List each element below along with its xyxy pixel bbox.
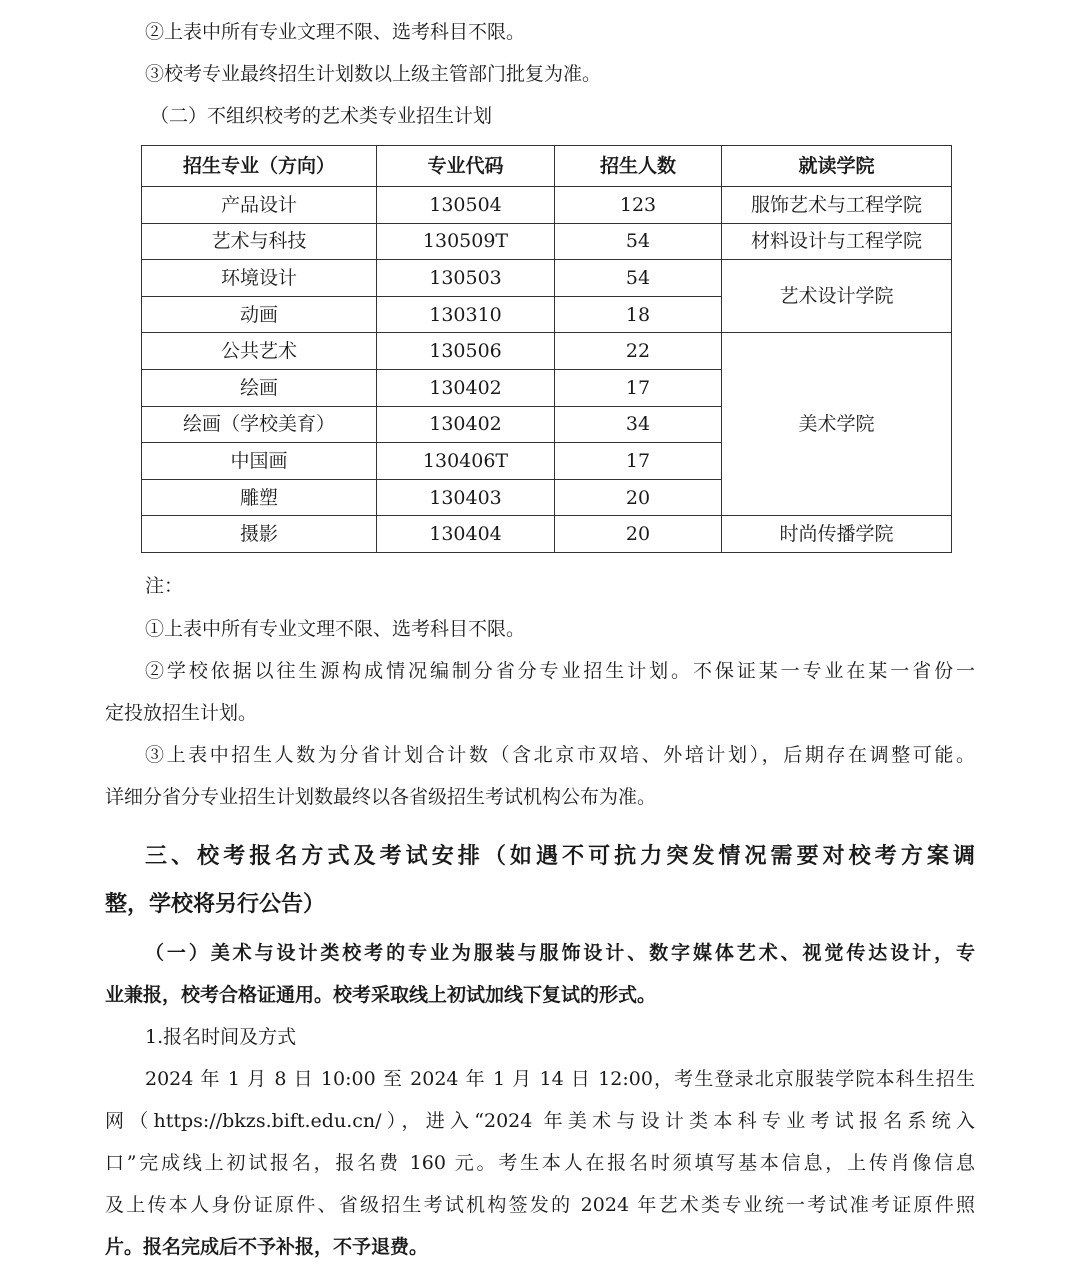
cell-count: 54	[555, 223, 722, 260]
cell-count: 17	[555, 443, 722, 480]
paragraph-line-1: 2024 年 1 月 8 日 10:00 至 2024 年 1 月 14 日 12:00，考生登录北京服装学院本科生招生	[145, 1068, 975, 1090]
section-two-title: （二）不组织校考的艺术类专业招生计划	[150, 105, 493, 127]
notes-label: 注：	[145, 575, 184, 597]
cell-code: 130506	[377, 333, 555, 370]
table-header-row	[142, 146, 952, 187]
header-code: 专业代码	[377, 146, 555, 187]
note-2-line-2: 定投放招生计划。	[105, 702, 258, 724]
subsection-one-line-2: 业兼报，校考合格证通用。校考采取线上初试加线下复试的形式。	[105, 984, 657, 1006]
table-row	[142, 516, 952, 553]
cell-college: 时尚传播学院	[722, 516, 952, 553]
table-row	[142, 187, 952, 224]
cell-code: 130310	[377, 296, 555, 333]
header-college: 就读学院	[722, 146, 952, 187]
note-3-line-1: ③上表中招生人数为分省计划合计数（含北京市双培、外培计划），后期存在调整可能。	[145, 744, 975, 766]
note-line-3: ③校考专业最终招生计划数以上级主管部门批复为准。	[145, 63, 602, 85]
table-row	[142, 333, 952, 370]
cell-major: 中国画	[142, 443, 377, 480]
enrollment-plan-table	[141, 145, 952, 553]
header-major: 招生专业（方向）	[142, 146, 377, 187]
cell-major: 摄影	[142, 516, 377, 553]
cell-count: 20	[555, 479, 722, 516]
section-three-title-line-1: 三、校考报名方式及考试安排（如遇不可抗力突发情况需要对校考方案调	[145, 843, 975, 869]
cell-count: 123	[555, 187, 722, 224]
cell-code: 130503	[377, 260, 555, 297]
cell-major: 动画	[142, 296, 377, 333]
cell-count: 34	[555, 406, 722, 443]
paragraph-line-2: 网（https://bkzs.bift.edu.cn/），进入“2024 年美术与设计类本科专业考试报名系统入	[105, 1110, 975, 1132]
note-line-2: ②上表中所有专业文理不限、选考科目不限。	[145, 21, 526, 43]
cell-code: 130403	[377, 479, 555, 516]
cell-code: 130402	[377, 369, 555, 406]
cell-college: 美术学院	[722, 333, 952, 516]
paragraph-line-5: 片。报名完成后不予补报，不予退费。	[105, 1236, 429, 1258]
cell-count: 17	[555, 369, 722, 406]
table-row	[142, 223, 952, 260]
header-count: 招生人数	[555, 146, 722, 187]
cell-major: 环境设计	[142, 260, 377, 297]
cell-count: 20	[555, 516, 722, 553]
table-row	[142, 260, 952, 297]
cell-major: 艺术与科技	[142, 223, 377, 260]
cell-count: 22	[555, 333, 722, 370]
cell-major: 绘画	[142, 369, 377, 406]
note-1: ①上表中所有专业文理不限、选考科目不限。	[145, 618, 526, 640]
cell-code: 130509T	[377, 223, 555, 260]
cell-count: 54	[555, 260, 722, 297]
note-2-line-1: ②学校依据以往生源构成情况编制分省分专业招生计划。不保证某一专业在某一省份一	[145, 660, 975, 682]
cell-major: 绘画（学校美育）	[142, 406, 377, 443]
item-1-title: 1.报名时间及方式	[145, 1026, 297, 1048]
section-three-title-line-2: 整，学校将另行公告）	[105, 891, 326, 917]
cell-college: 服饰艺术与工程学院	[722, 187, 952, 224]
cell-count: 18	[555, 296, 722, 333]
note-3-line-2: 详细分省分专业招生计划数最终以各省级招生考试机构公布为准。	[105, 786, 657, 808]
cell-major: 雕塑	[142, 479, 377, 516]
cell-college: 艺术设计学院	[722, 260, 952, 333]
cell-code: 130402	[377, 406, 555, 443]
cell-college: 材料设计与工程学院	[722, 223, 952, 260]
cell-code: 130404	[377, 516, 555, 553]
cell-major: 公共艺术	[142, 333, 377, 370]
cell-code: 130406T	[377, 443, 555, 480]
cell-major: 产品设计	[142, 187, 377, 224]
subsection-one-line-1: （一）美术与设计类校考的专业为服装与服饰设计、数字媒体艺术、视觉传达设计，专	[145, 942, 975, 964]
paragraph-line-3: 口”完成线上初试报名，报名费 160 元。考生本人在报名时须填写基本信息，上传肖像信息	[105, 1152, 975, 1174]
cell-code: 130504	[377, 187, 555, 224]
paragraph-line-4: 及上传本人身份证原件、省级招生考试机构签发的 2024 年艺术类专业统一考试准考证原件照	[105, 1194, 975, 1216]
